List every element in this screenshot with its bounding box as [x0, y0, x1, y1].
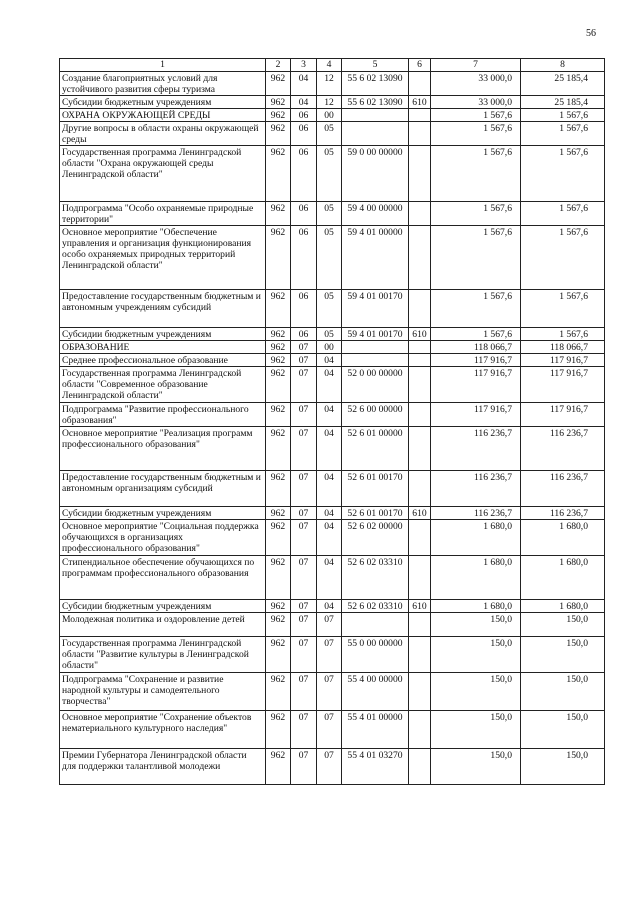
row-name: Подпрограмма "Особо охраняемые природные территории": [60, 202, 266, 226]
ministry-code: 962: [266, 226, 291, 290]
target-article: 52 6 02 00000: [342, 520, 409, 556]
section-code: 06: [291, 146, 317, 202]
table-row: [60, 520, 605, 556]
subsection-code: 07: [317, 711, 342, 749]
amount-executed: 1 567,6: [521, 226, 605, 290]
target-article: 52 0 00 00000: [342, 367, 409, 403]
ministry-code: 962: [266, 122, 291, 146]
amount-executed: 150,0: [521, 711, 605, 749]
amount-approved: 116 236,7: [431, 471, 521, 507]
target-article: [342, 613, 409, 637]
section-code: 07: [291, 749, 317, 785]
table-row: [60, 226, 605, 290]
section-code: 06: [291, 109, 317, 122]
expense-type: 610: [409, 96, 431, 109]
section-code: 07: [291, 427, 317, 471]
ministry-code: 962: [266, 328, 291, 341]
table-row: [60, 146, 605, 202]
subsection-code: 04: [317, 520, 342, 556]
subsection-code: 05: [317, 328, 342, 341]
subsection-code: 04: [317, 600, 342, 613]
subsection-code: 05: [317, 226, 342, 290]
section-code: 07: [291, 471, 317, 507]
target-article: 59 4 01 00000: [342, 226, 409, 290]
target-article: 55 4 01 03270: [342, 749, 409, 785]
subsection-code: 04: [317, 507, 342, 520]
amount-executed: 25 185,4: [521, 72, 605, 96]
column-header: 6: [409, 59, 431, 72]
amount-executed: 1 567,6: [521, 202, 605, 226]
ministry-code: 962: [266, 520, 291, 556]
column-header: 2: [266, 59, 291, 72]
subsection-code: 07: [317, 673, 342, 711]
table-row: [60, 471, 605, 507]
section-code: 04: [291, 72, 317, 96]
table-row: [60, 354, 605, 367]
row-name: Основное мероприятие "Реализация программ профессионального образования": [60, 427, 266, 471]
ministry-code: 962: [266, 711, 291, 749]
target-article: [342, 122, 409, 146]
expense-type: [409, 109, 431, 122]
expense-type: 610: [409, 328, 431, 341]
subsection-code: 00: [317, 341, 342, 354]
amount-approved: 1 567,6: [431, 226, 521, 290]
row-name: Создание благоприятных условий для устойчивого развития сферы туризма: [60, 72, 266, 96]
amount-executed: 1 680,0: [521, 556, 605, 600]
subsection-code: 04: [317, 403, 342, 427]
section-code: 07: [291, 403, 317, 427]
amount-approved: 1 567,6: [431, 290, 521, 328]
ministry-code: 962: [266, 403, 291, 427]
amount-approved: 118 066,7: [431, 341, 521, 354]
row-name: Субсидии бюджетным учреждениям: [60, 328, 266, 341]
expense-type: [409, 72, 431, 96]
amount-executed: 1 680,0: [521, 600, 605, 613]
expense-type: [409, 711, 431, 749]
table-row: [60, 711, 605, 749]
row-name: Государственная программа Ленинградской области "Охрана окружающей среды Ленинградской области": [60, 146, 266, 202]
row-name: Стипендиальное обеспечение обучающихся по программам профессионального образования: [60, 556, 266, 600]
expense-type: [409, 471, 431, 507]
section-code: 07: [291, 556, 317, 600]
subsection-code: 05: [317, 146, 342, 202]
row-name: Основное мероприятие "Обеспечение управления и организация функционирования особо охраняемых природных территорий Ленинградской области": [60, 226, 266, 290]
table-row: [60, 290, 605, 328]
section-code: 06: [291, 226, 317, 290]
table-row: [60, 109, 605, 122]
table-row: [60, 507, 605, 520]
target-article: 55 4 00 00000: [342, 673, 409, 711]
row-name: ОХРАНА ОКРУЖАЮЩЕЙ СРЕДЫ: [60, 109, 266, 122]
subsection-code: 07: [317, 749, 342, 785]
amount-executed: 25 185,4: [521, 96, 605, 109]
target-article: 59 4 00 00000: [342, 202, 409, 226]
table-row: [60, 72, 605, 96]
target-article: 59 4 01 00170: [342, 328, 409, 341]
expense-type: [409, 202, 431, 226]
table-row: [60, 556, 605, 600]
target-article: 55 6 02 13090: [342, 72, 409, 96]
ministry-code: 962: [266, 202, 291, 226]
amount-executed: 1 567,6: [521, 290, 605, 328]
section-code: 07: [291, 341, 317, 354]
column-header: 4: [317, 59, 342, 72]
section-code: 07: [291, 673, 317, 711]
amount-approved: 33 000,0: [431, 96, 521, 109]
expense-type: [409, 427, 431, 471]
amount-executed: 116 236,7: [521, 507, 605, 520]
subsection-code: 04: [317, 427, 342, 471]
amount-approved: 150,0: [431, 711, 521, 749]
expense-type: [409, 520, 431, 556]
amount-executed: 150,0: [521, 749, 605, 785]
column-header: 1: [60, 59, 266, 72]
row-name: Подпрограмма "Сохранение и развитие народной культуры и самодеятельного творчества": [60, 673, 266, 711]
expense-type: [409, 367, 431, 403]
ministry-code: 962: [266, 749, 291, 785]
row-name: Премии Губернатора Ленинградской области для поддержки талантливой молодежи: [60, 749, 266, 785]
ministry-code: 962: [266, 109, 291, 122]
row-name: Государственная программа Ленинградской области "Развитие культуры в Ленинградской области": [60, 637, 266, 673]
section-code: 07: [291, 367, 317, 403]
section-code: 07: [291, 600, 317, 613]
amount-approved: 1 567,6: [431, 328, 521, 341]
ministry-code: 962: [266, 471, 291, 507]
target-article: [342, 109, 409, 122]
ministry-code: 962: [266, 427, 291, 471]
ministry-code: 962: [266, 637, 291, 673]
amount-approved: 1 680,0: [431, 556, 521, 600]
amount-approved: 117 916,7: [431, 354, 521, 367]
subsection-code: 05: [317, 290, 342, 328]
expense-type: 610: [409, 507, 431, 520]
amount-executed: 1 680,0: [521, 520, 605, 556]
amount-approved: 1 680,0: [431, 600, 521, 613]
row-name: Государственная программа Ленинградской области "Современное образование Ленинградской области": [60, 367, 266, 403]
expense-type: [409, 226, 431, 290]
table-row: [60, 613, 605, 637]
target-article: 52 6 00 00000: [342, 403, 409, 427]
amount-approved: 1 567,6: [431, 109, 521, 122]
amount-approved: 1 567,6: [431, 202, 521, 226]
target-article: 59 4 01 00170: [342, 290, 409, 328]
amount-executed: 150,0: [521, 613, 605, 637]
amount-approved: 33 000,0: [431, 72, 521, 96]
table-row: [60, 341, 605, 354]
amount-approved: 116 236,7: [431, 507, 521, 520]
row-name: ОБРАЗОВАНИЕ: [60, 341, 266, 354]
subsection-code: 12: [317, 96, 342, 109]
amount-executed: 1 567,6: [521, 146, 605, 202]
ministry-code: 962: [266, 600, 291, 613]
amount-approved: 150,0: [431, 613, 521, 637]
expense-type: [409, 341, 431, 354]
amount-approved: 150,0: [431, 749, 521, 785]
amount-approved: 116 236,7: [431, 427, 521, 471]
expense-type: [409, 613, 431, 637]
table-row: [60, 96, 605, 109]
ministry-code: 962: [266, 673, 291, 711]
subsection-code: 12: [317, 72, 342, 96]
ministry-code: 962: [266, 96, 291, 109]
row-name: Предоставление государственным бюджетным и автономным организациям субсидий: [60, 471, 266, 507]
section-code: 07: [291, 613, 317, 637]
table-row: [60, 427, 605, 471]
subsection-code: 05: [317, 202, 342, 226]
ministry-code: 962: [266, 290, 291, 328]
subsection-code: 00: [317, 109, 342, 122]
amount-executed: 116 236,7: [521, 471, 605, 507]
amount-executed: 118 066,7: [521, 341, 605, 354]
ministry-code: 962: [266, 507, 291, 520]
expense-type: [409, 637, 431, 673]
target-article: 52 6 02 03310: [342, 600, 409, 613]
target-article: 55 4 01 00000: [342, 711, 409, 749]
subsection-code: 05: [317, 122, 342, 146]
page-number: 56: [586, 28, 596, 39]
row-name: Субсидии бюджетным учреждениям: [60, 96, 266, 109]
amount-approved: 1 680,0: [431, 520, 521, 556]
budget-table: [59, 58, 605, 785]
amount-approved: 117 916,7: [431, 403, 521, 427]
amount-executed: 150,0: [521, 637, 605, 673]
table-row: [60, 202, 605, 226]
ministry-code: 962: [266, 367, 291, 403]
target-article: 55 6 02 13090: [342, 96, 409, 109]
row-name: Подпрограмма "Развитие профессионального образования": [60, 403, 266, 427]
subsection-code: 04: [317, 354, 342, 367]
section-code: 04: [291, 96, 317, 109]
ministry-code: 962: [266, 72, 291, 96]
expense-type: [409, 556, 431, 600]
ministry-code: 962: [266, 613, 291, 637]
target-article: 52 6 01 00170: [342, 471, 409, 507]
row-name: Предоставление государственным бюджетным и автономным учреждениям субсидий: [60, 290, 266, 328]
expense-type: 610: [409, 600, 431, 613]
amount-executed: 1 567,6: [521, 122, 605, 146]
section-code: 06: [291, 290, 317, 328]
amount-approved: 1 567,6: [431, 122, 521, 146]
subsection-code: 07: [317, 613, 342, 637]
ministry-code: 962: [266, 354, 291, 367]
expense-type: [409, 673, 431, 711]
column-header: 7: [431, 59, 521, 72]
amount-executed: 117 916,7: [521, 403, 605, 427]
target-article: [342, 354, 409, 367]
row-name: Субсидии бюджетным учреждениям: [60, 507, 266, 520]
section-code: 06: [291, 202, 317, 226]
table-row: [60, 673, 605, 711]
target-article: 55 0 00 00000: [342, 637, 409, 673]
table-row: [60, 403, 605, 427]
expense-type: [409, 290, 431, 328]
section-code: 07: [291, 354, 317, 367]
ministry-code: 962: [266, 146, 291, 202]
section-code: 07: [291, 507, 317, 520]
target-article: 52 6 01 00000: [342, 427, 409, 471]
amount-approved: 117 916,7: [431, 367, 521, 403]
column-number-row: [60, 59, 605, 72]
ministry-code: 962: [266, 556, 291, 600]
amount-executed: 1 567,6: [521, 328, 605, 341]
amount-executed: 117 916,7: [521, 367, 605, 403]
row-name: Субсидии бюджетным учреждениям: [60, 600, 266, 613]
column-header: 8: [521, 59, 605, 72]
section-code: 06: [291, 328, 317, 341]
expense-type: [409, 122, 431, 146]
column-header: 5: [342, 59, 409, 72]
section-code: 07: [291, 520, 317, 556]
amount-executed: 116 236,7: [521, 427, 605, 471]
row-name: Среднее профессиональное образование: [60, 354, 266, 367]
subsection-code: 04: [317, 367, 342, 403]
section-code: 07: [291, 637, 317, 673]
row-name: Другие вопросы в области охраны окружающей среды: [60, 122, 266, 146]
subsection-code: 04: [317, 556, 342, 600]
section-code: 07: [291, 711, 317, 749]
row-name: Основное мероприятие "Сохранение объектов нематериального культурного наследия": [60, 711, 266, 749]
amount-approved: 1 567,6: [431, 146, 521, 202]
row-name: Молодежная политика и оздоровление детей: [60, 613, 266, 637]
table-row: [60, 122, 605, 146]
amount-executed: 117 916,7: [521, 354, 605, 367]
subsection-code: 04: [317, 471, 342, 507]
row-name: Основное мероприятие "Социальная поддержка обучающихся в организациях профессионального образования": [60, 520, 266, 556]
table-row: [60, 367, 605, 403]
table-row: [60, 637, 605, 673]
target-article: 59 0 00 00000: [342, 146, 409, 202]
expense-type: [409, 749, 431, 785]
amount-approved: 150,0: [431, 637, 521, 673]
amount-executed: 150,0: [521, 673, 605, 711]
expense-type: [409, 146, 431, 202]
subsection-code: 07: [317, 637, 342, 673]
ministry-code: 962: [266, 341, 291, 354]
table-row: [60, 749, 605, 785]
amount-approved: 150,0: [431, 673, 521, 711]
expense-type: [409, 403, 431, 427]
expense-type: [409, 354, 431, 367]
target-article: 52 6 02 03310: [342, 556, 409, 600]
column-header: 3: [291, 59, 317, 72]
section-code: 06: [291, 122, 317, 146]
table-row: [60, 600, 605, 613]
target-article: 52 6 01 00170: [342, 507, 409, 520]
target-article: [342, 341, 409, 354]
amount-executed: 1 567,6: [521, 109, 605, 122]
table-row: [60, 328, 605, 341]
